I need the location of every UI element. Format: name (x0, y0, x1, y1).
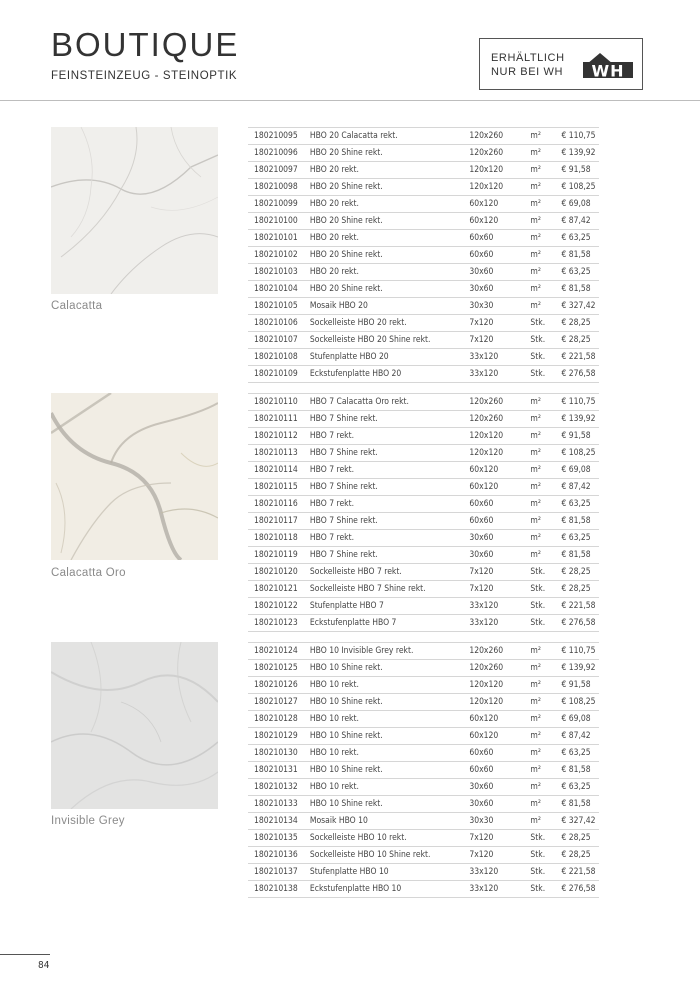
product-description: HBO 10 Shine rekt. (304, 660, 463, 677)
product-description: HBO 20 rekt. (304, 264, 463, 281)
format-size: 120x120 (463, 428, 524, 445)
page-number: 84 (38, 960, 50, 971)
product-description: Sockelleiste HBO 20 rekt. (304, 315, 463, 332)
price: € 28,25 (555, 332, 599, 349)
product-description: Sockelleiste HBO 7 rekt. (304, 564, 463, 581)
product-description: HBO 7 Calacatta Oro rekt. (304, 394, 463, 411)
unit: Stk. (524, 332, 555, 349)
price: € 327,42 (555, 298, 599, 315)
unit: m² (524, 145, 555, 162)
unit: m² (524, 179, 555, 196)
unit: m² (524, 281, 555, 298)
table-row (248, 479, 599, 496)
price: € 327,42 (555, 813, 599, 830)
price: € 63,25 (555, 745, 599, 762)
article-number: 180210134 (248, 813, 304, 830)
calacatta-oro-sample-image (51, 393, 218, 560)
product-description: Mosaik HBO 10 (304, 813, 463, 830)
table-row (248, 230, 599, 247)
format-size: 120x260 (463, 660, 524, 677)
format-size: 60x120 (463, 462, 524, 479)
table-row (248, 247, 599, 264)
format-size: 60x60 (463, 496, 524, 513)
table-row (248, 864, 599, 881)
product-description: HBO 7 Shine rekt. (304, 411, 463, 428)
price: € 87,42 (555, 479, 599, 496)
unit: m² (524, 298, 555, 315)
invisible-grey-label: Invisible Grey (51, 815, 125, 827)
unit: m² (524, 779, 555, 796)
format-size: 120x120 (463, 677, 524, 694)
product-description: HBO 20 rekt. (304, 162, 463, 179)
table-row (248, 366, 599, 383)
unit: m² (524, 196, 555, 213)
format-size: 33x120 (463, 615, 524, 632)
unit: m² (524, 762, 555, 779)
table-row (248, 830, 599, 847)
article-number: 180210135 (248, 830, 304, 847)
table-row (248, 779, 599, 796)
article-number: 180210096 (248, 145, 304, 162)
article-number: 180210131 (248, 762, 304, 779)
price: € 63,25 (555, 264, 599, 281)
calacatta-sample-image (51, 127, 218, 294)
price: € 69,08 (555, 196, 599, 213)
format-size: 30x30 (463, 813, 524, 830)
article-number: 180210105 (248, 298, 304, 315)
price: € 87,42 (555, 213, 599, 230)
product-description: HBO 20 Shine rekt. (304, 145, 463, 162)
price: € 81,58 (555, 547, 599, 564)
article-number: 180210111 (248, 411, 304, 428)
price: € 28,25 (555, 847, 599, 864)
product-description: Stufenplatte HBO 7 (304, 598, 463, 615)
unit: Stk. (524, 315, 555, 332)
product-description: HBO 10 rekt. (304, 745, 463, 762)
badge-text (491, 51, 565, 79)
unit: m² (524, 462, 555, 479)
format-size: 30x60 (463, 530, 524, 547)
product-description: Sockelleiste HBO 7 Shine rekt. (304, 581, 463, 598)
table-row (248, 264, 599, 281)
table-row (248, 162, 599, 179)
format-size: 120x120 (463, 445, 524, 462)
unit: m² (524, 479, 555, 496)
table-row (248, 796, 599, 813)
unit: m² (524, 745, 555, 762)
format-size: 60x120 (463, 711, 524, 728)
table-row (248, 428, 599, 445)
price: € 276,58 (555, 881, 599, 898)
calacatta-oro-label: Calacatta Oro (51, 567, 126, 579)
product-description: HBO 7 Shine rekt. (304, 547, 463, 564)
table-row (248, 196, 599, 213)
unit: Stk. (524, 615, 555, 632)
article-number: 180210124 (248, 643, 304, 660)
product-description: HBO 10 Shine rekt. (304, 762, 463, 779)
format-size: 60x120 (463, 213, 524, 230)
article-number: 180210108 (248, 349, 304, 366)
table-row (248, 677, 599, 694)
unit: m² (524, 728, 555, 745)
table-row (248, 643, 599, 660)
unit: m² (524, 162, 555, 179)
price: € 139,92 (555, 660, 599, 677)
table-row (248, 332, 599, 349)
product-description: HBO 7 Shine rekt. (304, 479, 463, 496)
table-row (248, 145, 599, 162)
price: € 91,58 (555, 677, 599, 694)
unit: m² (524, 428, 555, 445)
price: € 81,58 (555, 281, 599, 298)
article-number: 180210095 (248, 128, 304, 145)
format-size: 120x120 (463, 694, 524, 711)
product-description: HBO 7 rekt. (304, 428, 463, 445)
format-size: 30x60 (463, 779, 524, 796)
table-row (248, 281, 599, 298)
calacatta-oro-product-table (248, 393, 599, 632)
calacatta-product-table (248, 127, 599, 383)
unit: m² (524, 230, 555, 247)
table-row (248, 213, 599, 230)
product-description: HBO 20 Shine rekt. (304, 247, 463, 264)
header-divider (0, 100, 700, 101)
product-description: Sockelleiste HBO 10 rekt. (304, 830, 463, 847)
format-size: 120x260 (463, 394, 524, 411)
product-description: Eckstufenplatte HBO 20 (304, 366, 463, 383)
format-size: 120x120 (463, 162, 524, 179)
product-description: HBO 20 Calacatta rekt. (304, 128, 463, 145)
price: € 28,25 (555, 315, 599, 332)
format-size: 7x120 (463, 315, 524, 332)
unit: m² (524, 513, 555, 530)
format-size: 33x120 (463, 366, 524, 383)
page-subtitle: FEINSTEINZEUG - STEINOPTIK (51, 70, 238, 82)
unit: m² (524, 264, 555, 281)
article-number: 180210126 (248, 677, 304, 694)
table-row (248, 881, 599, 898)
price: € 81,58 (555, 762, 599, 779)
format-size: 60x120 (463, 479, 524, 496)
product-description: HBO 20 rekt. (304, 196, 463, 213)
product-description: HBO 10 Invisible Grey rekt. (304, 643, 463, 660)
price: € 110,75 (555, 394, 599, 411)
badge-line-2: NUR BEI WH (491, 66, 563, 78)
product-description: HBO 20 Shine rekt. (304, 213, 463, 230)
price: € 81,58 (555, 796, 599, 813)
unit: m² (524, 445, 555, 462)
unit: m² (524, 643, 555, 660)
page-title: BOUTIQUE (51, 26, 240, 63)
unit: m² (524, 247, 555, 264)
price: € 108,25 (555, 179, 599, 196)
unit: Stk. (524, 830, 555, 847)
unit: m² (524, 411, 555, 428)
price: € 63,25 (555, 779, 599, 796)
table-row (248, 513, 599, 530)
unit: m² (524, 677, 555, 694)
product-description: HBO 7 rekt. (304, 530, 463, 547)
format-size: 33x120 (463, 598, 524, 615)
article-number: 180210133 (248, 796, 304, 813)
price: € 91,58 (555, 428, 599, 445)
table-row (248, 179, 599, 196)
article-number: 180210130 (248, 745, 304, 762)
table-row (248, 445, 599, 462)
format-size: 30x60 (463, 547, 524, 564)
price: € 63,25 (555, 496, 599, 513)
article-number: 180210104 (248, 281, 304, 298)
article-number: 180210136 (248, 847, 304, 864)
product-description: Sockelleiste HBO 10 Shine rekt. (304, 847, 463, 864)
product-description: HBO 7 rekt. (304, 462, 463, 479)
product-description: Stufenplatte HBO 20 (304, 349, 463, 366)
table-row (248, 694, 599, 711)
table-row (248, 745, 599, 762)
unit: Stk. (524, 881, 555, 898)
unit: m² (524, 694, 555, 711)
article-number: 180210118 (248, 530, 304, 547)
price: € 276,58 (555, 366, 599, 383)
table-row (248, 615, 599, 632)
format-size: 7x120 (463, 830, 524, 847)
product-description: HBO 10 Shine rekt. (304, 694, 463, 711)
format-size: 60x60 (463, 745, 524, 762)
unit: m² (524, 530, 555, 547)
price: € 139,92 (555, 411, 599, 428)
unit: m² (524, 813, 555, 830)
price: € 276,58 (555, 615, 599, 632)
product-description: HBO 10 rekt. (304, 677, 463, 694)
price: € 221,58 (555, 349, 599, 366)
invisible-grey-product-table (248, 642, 599, 898)
article-number: 180210123 (248, 615, 304, 632)
unit: m² (524, 711, 555, 728)
table-row (248, 581, 599, 598)
article-number: 180210109 (248, 366, 304, 383)
table-row (248, 847, 599, 864)
price: € 108,25 (555, 694, 599, 711)
table-row (248, 411, 599, 428)
format-size: 7x120 (463, 581, 524, 598)
article-number: 180210129 (248, 728, 304, 745)
price: € 28,25 (555, 581, 599, 598)
format-size: 7x120 (463, 564, 524, 581)
article-number: 180210106 (248, 315, 304, 332)
article-number: 180210115 (248, 479, 304, 496)
article-number: 180210122 (248, 598, 304, 615)
format-size: 30x60 (463, 796, 524, 813)
article-number: 180210127 (248, 694, 304, 711)
article-number: 180210125 (248, 660, 304, 677)
article-number: 180210137 (248, 864, 304, 881)
table-row (248, 496, 599, 513)
price: € 63,25 (555, 530, 599, 547)
product-description: HBO 7 Shine rekt. (304, 445, 463, 462)
unit: Stk. (524, 864, 555, 881)
article-number: 180210117 (248, 513, 304, 530)
price: € 69,08 (555, 462, 599, 479)
price: € 28,25 (555, 564, 599, 581)
table-row (248, 349, 599, 366)
format-size: 120x260 (463, 411, 524, 428)
article-number: 180210101 (248, 230, 304, 247)
price: € 69,08 (555, 711, 599, 728)
format-size: 30x60 (463, 281, 524, 298)
format-size: 60x60 (463, 762, 524, 779)
table-row (248, 762, 599, 779)
article-number: 180210098 (248, 179, 304, 196)
price: € 91,58 (555, 162, 599, 179)
unit: m² (524, 496, 555, 513)
footer-divider (0, 954, 50, 955)
unit: Stk. (524, 564, 555, 581)
table-row (248, 598, 599, 615)
table-row (248, 564, 599, 581)
product-description: HBO 20 Shine rekt. (304, 281, 463, 298)
price: € 139,92 (555, 145, 599, 162)
unit: m² (524, 213, 555, 230)
table-row (248, 394, 599, 411)
article-number: 180210128 (248, 711, 304, 728)
format-size: 120x260 (463, 643, 524, 660)
article-number: 180210099 (248, 196, 304, 213)
article-number: 180210116 (248, 496, 304, 513)
price: € 28,25 (555, 830, 599, 847)
price: € 221,58 (555, 864, 599, 881)
article-number: 180210120 (248, 564, 304, 581)
unit: Stk. (524, 598, 555, 615)
article-number: 180210102 (248, 247, 304, 264)
format-size: 30x60 (463, 264, 524, 281)
format-size: 60x60 (463, 247, 524, 264)
price: € 110,75 (555, 643, 599, 660)
price: € 63,25 (555, 230, 599, 247)
table-row (248, 315, 599, 332)
calacatta-label: Calacatta (51, 300, 103, 312)
table-row (248, 813, 599, 830)
price: € 81,58 (555, 247, 599, 264)
product-description: Sockelleiste HBO 20 Shine rekt. (304, 332, 463, 349)
product-description: Stufenplatte HBO 10 (304, 864, 463, 881)
unit: m² (524, 660, 555, 677)
product-description: HBO 10 rekt. (304, 779, 463, 796)
availability-badge (479, 38, 643, 90)
product-description: HBO 10 Shine rekt. (304, 728, 463, 745)
format-size: 60x120 (463, 196, 524, 213)
product-description: HBO 7 Shine rekt. (304, 513, 463, 530)
article-number: 180210132 (248, 779, 304, 796)
unit: m² (524, 547, 555, 564)
wh-logo-icon (582, 52, 634, 79)
table-row (248, 660, 599, 677)
table-row (248, 547, 599, 564)
unit: m² (524, 394, 555, 411)
product-description: HBO 10 Shine rekt. (304, 796, 463, 813)
price: € 87,42 (555, 728, 599, 745)
article-number: 180210114 (248, 462, 304, 479)
unit: Stk. (524, 366, 555, 383)
format-size: 120x260 (463, 145, 524, 162)
article-number: 180210100 (248, 213, 304, 230)
unit: m² (524, 796, 555, 813)
format-size: 120x260 (463, 128, 524, 145)
article-number: 180210112 (248, 428, 304, 445)
format-size: 30x30 (463, 298, 524, 315)
price: € 81,58 (555, 513, 599, 530)
price: € 108,25 (555, 445, 599, 462)
price: € 221,58 (555, 598, 599, 615)
article-number: 180210138 (248, 881, 304, 898)
product-description: Mosaik HBO 20 (304, 298, 463, 315)
format-size: 60x120 (463, 728, 524, 745)
article-number: 180210103 (248, 264, 304, 281)
invisible-grey-sample-image (51, 642, 218, 809)
product-description: HBO 7 rekt. (304, 496, 463, 513)
article-number: 180210107 (248, 332, 304, 349)
table-row (248, 711, 599, 728)
article-number: 180210097 (248, 162, 304, 179)
price: € 110,75 (555, 128, 599, 145)
format-size: 7x120 (463, 847, 524, 864)
unit: Stk. (524, 847, 555, 864)
format-size: 60x60 (463, 513, 524, 530)
table-row (248, 462, 599, 479)
format-size: 33x120 (463, 349, 524, 366)
article-number: 180210110 (248, 394, 304, 411)
table-row (248, 298, 599, 315)
product-description: HBO 20 Shine rekt. (304, 179, 463, 196)
unit: Stk. (524, 349, 555, 366)
format-size: 120x120 (463, 179, 524, 196)
format-size: 60x60 (463, 230, 524, 247)
table-row (248, 728, 599, 745)
unit: m² (524, 128, 555, 145)
badge-line-1: ERHÄLTLICH (491, 52, 565, 64)
product-description: Eckstufenplatte HBO 7 (304, 615, 463, 632)
unit: Stk. (524, 581, 555, 598)
product-description: HBO 10 rekt. (304, 711, 463, 728)
article-number: 180210121 (248, 581, 304, 598)
format-size: 7x120 (463, 332, 524, 349)
article-number: 180210113 (248, 445, 304, 462)
table-row (248, 530, 599, 547)
wh-logo-text: WH (591, 61, 625, 79)
table-row (248, 128, 599, 145)
article-number: 180210119 (248, 547, 304, 564)
format-size: 33x120 (463, 881, 524, 898)
format-size: 33x120 (463, 864, 524, 881)
product-description: HBO 20 rekt. (304, 230, 463, 247)
product-description: Eckstufenplatte HBO 10 (304, 881, 463, 898)
